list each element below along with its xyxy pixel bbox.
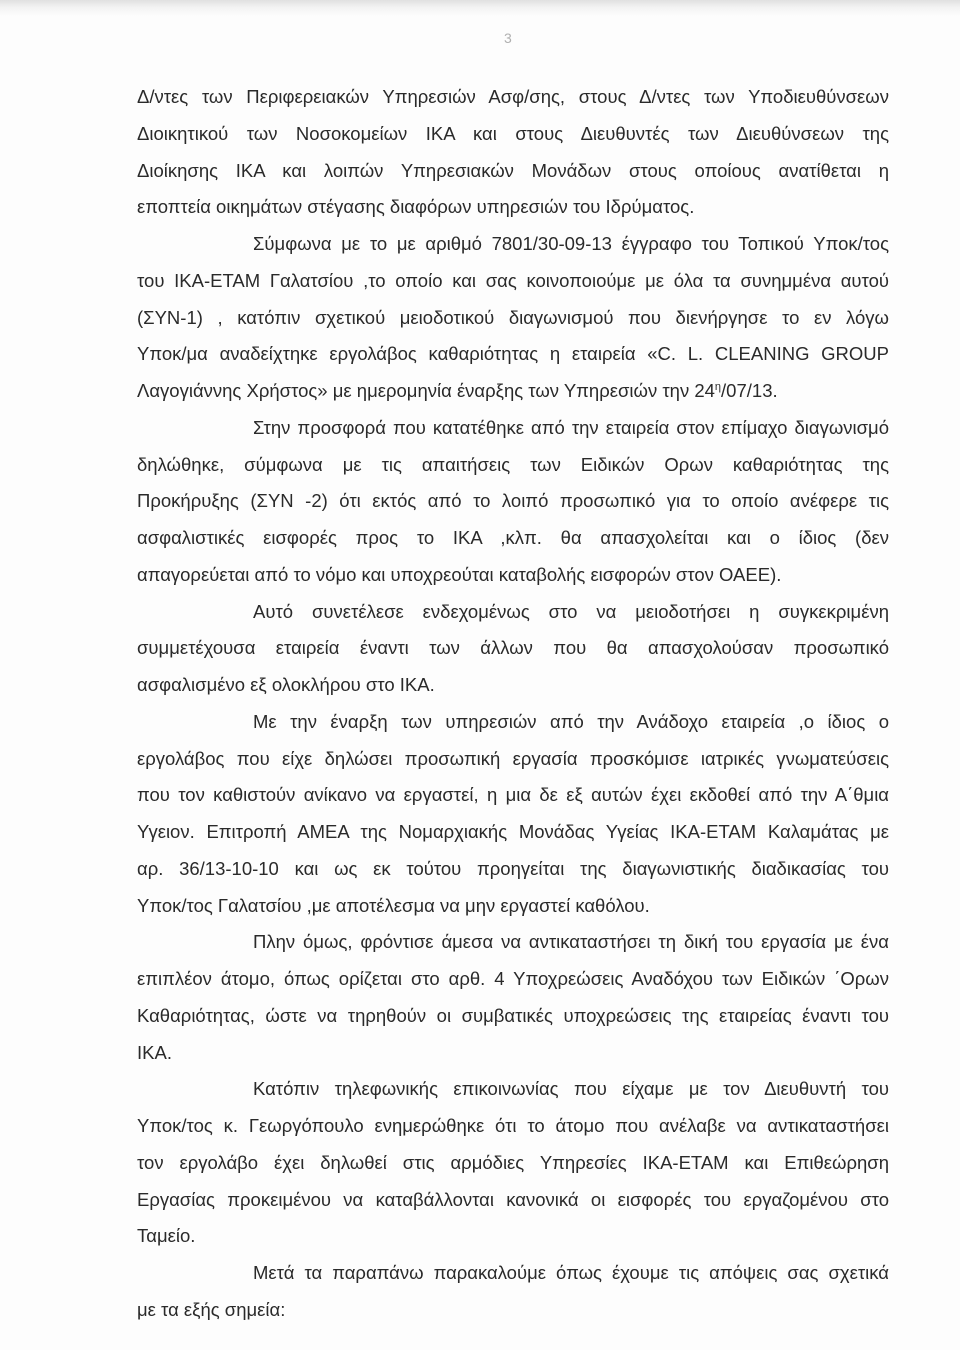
text-line: Πλην όμως, φρόντισε άμεσα να αντικαταστήσει τη δική του εργασία με ένα: [253, 931, 889, 952]
text-line: (ΣΥΝ-1) , κατόπιν σχετικού μειοδοτικού διαγωνισμού που διενήργησε το εν λόγω: [137, 307, 889, 328]
text-line: συμμετέχουσα εταιρεία έναντι των άλλων που θα απασχολούσαν προσωπικό: [137, 637, 889, 658]
text-line: Σύμφωνα με το με αριθμό 7801/30-09-13 έγγραφο του Τοπικού Υποκ/τος: [253, 233, 889, 254]
text-line: ασφαλισμένο εξ ολοκλήρου στο ΙΚΑ.: [137, 674, 435, 695]
text-span: /07/13.: [721, 380, 778, 401]
text-line: εποπτεία οικημάτων στέγασης διαφόρων υπηρεσιών του Ιδρύματος.: [137, 196, 695, 217]
text-line: Διοικητικού των Νοσοκομείων ΙΚΑ και στους Διευθυντές των Διευθύνσεων της: [137, 123, 889, 144]
text-line: Εργασίας προκειμένου να καταβάλλονται κανονικά οι εισφορές του εργαζομένου στο: [137, 1189, 889, 1210]
text-line: ΙΚΑ.: [137, 1042, 172, 1063]
text-line: Υποκ/τος κ. Γεωργόπουλο ενημερώθηκε ότι το άτομο που ανέλαβε να αντικαταστήσει: [137, 1115, 889, 1136]
superscript: η: [714, 380, 722, 393]
text-line: Μετά τα παραπάνω παρακαλούμε όπως έχουμε τις απόψεις σας σχετικά: [253, 1262, 889, 1283]
text-line: Υποκ/μα αναδείχτηκε εργολάβος καθαριότητας η εταιρεία «C. L. CLEANING GROUP: [137, 343, 889, 364]
text-span: Λαγογιάννης Χρήστος» με ημερομηνία έναρξης των Υπηρεσιών την 24: [137, 380, 715, 401]
text-line: με τα εξής σημεία:: [137, 1299, 286, 1320]
text-line: απαγορεύεται από το νόμο και υποχρεούται καταβολής εισφορών στον ΟΑΕΕ).: [137, 564, 782, 585]
text-line: Αυτό συνετέλεσε ενδεχομένως στο να μειοδοτήσει η συγκεκριμένη: [253, 601, 889, 622]
text-line: τον εργολάβο έχει δηλωθεί στις αρμόδιες Υπηρεσίες ΙΚΑ-ΕΤΑΜ και Επιθεώρηση: [137, 1152, 889, 1173]
text-line: επιπλέον άτομο, όπως ορίζεται στο αρθ. 4 Υποχρεώσεις Αναδόχου των Ειδικών ΄Ορων: [137, 968, 889, 989]
text-line: Δ/ντες των Περιφερειακών Υπηρεσιών Ασφ/σης, στους Δ/ντες των Υποδιευθύνσεων: [137, 86, 889, 107]
text-line: Κατόπιν τηλεφωνικής επικοινωνίας που είχαμε με τον Διευθυντή του: [253, 1078, 889, 1099]
text-line: δηλώθηκε, σύμφωνα με τις απαιτήσεις των Ειδικών Ορων καθαριότητας της: [137, 454, 889, 475]
text-line: Υποκ/τος Γαλατσίου ,με αποτέλεσμα να μην εργαστεί καθόλου.: [137, 895, 650, 916]
text-line: Προκήρυξης (ΣΥΝ -2) ότι εκτός από το λοιπό προσωπικό για το οποίο ανέφερε τις: [137, 490, 889, 511]
text-line: Καθαριότητας, ώστε να τηρηθούν οι συμβατικές υποχρεώσεις της εταιρείας έναντι του: [137, 1005, 889, 1026]
text-line: [137, 378, 889, 404]
page-number: 3: [504, 30, 512, 46]
text-line: Υγειον. Επιτροπή ΑΜΕΑ της Νομαρχιακής Μονάδας Υγείας ΙΚΑ-ΕΤΑΜ Καλαμάτας με: [137, 821, 889, 842]
scan-shadow: [0, 0, 960, 16]
text-line: Με την έναρξη των υπηρεσιών από την Ανάδοχο εταιρεία ,ο ίδιος ο: [253, 711, 889, 732]
text-line: Ταμείο.: [137, 1225, 196, 1246]
text-line: ασφαλιστικές εισφορές προς το ΙΚΑ ,κλπ. θα απασχολείται και ο ίδιος (δεν: [137, 527, 889, 548]
text-line: Διοίκησης ΙΚΑ και λοιπών Υπηρεσιακών Μονάδων στους οποίους ανατίθεται η: [137, 160, 889, 181]
text-line: αρ. 36/13-10-10 και ως εκ τούτου προηγείται της διαγωνιστικής διαδικασίας του: [137, 858, 889, 879]
text-line: του ΙΚΑ-ΕΤΑΜ Γαλατσίου ,το οποίο και σας κοινοποιούμε με όλα τα συνημμένα αυτού: [137, 270, 889, 291]
text-line: Στην προσφορά που κατατέθηκε από την εταιρεία στον επίμαχο διαγωνισμό: [253, 417, 889, 438]
text-line: εργολάβος που είχε δηλώσει προσωπική εργασία προσκόμισε ιατρικές γνωματεύσεις: [137, 748, 889, 769]
text-line: που τον καθιστούν ανίκανο να εργαστεί, η μια δε εξ αυτών έχει εκδοθεί από την Α΄θμια: [137, 784, 889, 805]
